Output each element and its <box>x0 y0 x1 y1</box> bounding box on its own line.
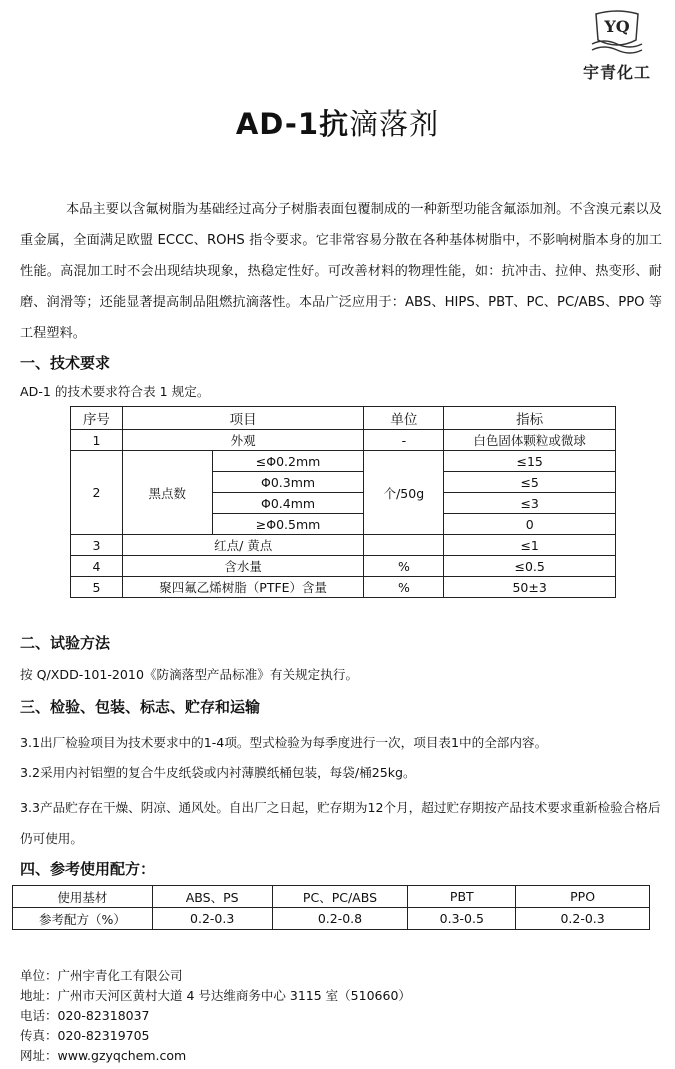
section-3-p3: 3.3产品贮存在干燥、阴凉、通风处。自出厂之日起，贮存期为12个月，超过贮存期按产品技术要求重新检验合格后仍可使用。 <box>20 800 661 846</box>
formula-cell: PPO <box>516 886 650 908</box>
header-unit: 单位 <box>364 407 444 430</box>
contact-address <box>20 986 411 1006</box>
row-no: 3 <box>71 535 123 556</box>
logo-wave-icon <box>582 10 652 60</box>
row-item: 红点/ 黄点 <box>122 535 364 556</box>
row-unit: - <box>364 430 444 451</box>
row-value: 0 <box>444 514 616 535</box>
row-value: ≤0.5 <box>444 556 616 577</box>
title-bold: 抗 <box>319 107 350 141</box>
contact-label: 电话： <box>20 1008 58 1023</box>
section-3-p2: 3.2采用内衬铝塑的复合牛皮纸袋或内衬薄膜纸桶包装，每袋/桶25kg。 <box>20 765 416 780</box>
row-unit: % <box>364 556 444 577</box>
row-value: 白色固体颗粒或微球 <box>444 430 616 451</box>
row-unit: 个/50g <box>364 451 444 535</box>
company-logo <box>574 10 660 80</box>
website-link[interactable]: www.gzyqchem.com <box>57 1048 187 1063</box>
table-row <box>71 535 616 556</box>
contact-label: 传真： <box>20 1028 58 1043</box>
row-item: 外观 <box>122 430 364 451</box>
contact-label: 单位： <box>20 968 58 983</box>
formula-cell: 使用基材 <box>13 886 153 908</box>
contact-value: 广州宇青化工有限公司 <box>57 968 183 983</box>
spec-header-row <box>71 407 616 430</box>
row-no: 2 <box>71 451 123 535</box>
row-sub-spec: ≤Φ0.2mm <box>212 451 364 472</box>
row-item: 聚四氟乙烯树脂（PTFE）含量 <box>122 577 364 598</box>
test-method-text: 按 Q/XDD-101-2010《防滴落型产品标准》有关规定执行。 <box>20 667 359 682</box>
spec-note: AD-1 的技术要求符合表 1 规定。 <box>20 384 210 399</box>
section-1-heading: 一、技术要求 <box>20 354 111 372</box>
contact-value: 020-82318037 <box>57 1008 150 1023</box>
table-row <box>71 430 616 451</box>
row-value: ≤5 <box>444 472 616 493</box>
section-3-p1: 3.1出厂检验项目为技术要求中的1-4项。型式检验为每季度进行一次，项目表1中的全部内容。 <box>20 735 548 750</box>
row-no: 5 <box>71 577 123 598</box>
contact-value: 广州市天河区黄村大道 4 号达维商务中心 3115 室（510660） <box>57 988 411 1003</box>
row-sub-spec: Φ0.4mm <box>212 493 364 514</box>
formula-cell: 0.2-0.3 <box>516 908 650 930</box>
header-item: 项目 <box>122 407 364 430</box>
row-no: 4 <box>71 556 123 577</box>
formula-cell: 0.3-0.5 <box>408 908 516 930</box>
table-row <box>71 556 616 577</box>
spec-table <box>70 406 616 598</box>
formula-cell: 0.2-0.8 <box>272 908 408 930</box>
contact-unit <box>20 966 411 986</box>
contact-website <box>20 1046 411 1066</box>
formula-cell: PC、PC/ABS <box>272 886 408 908</box>
logo-mark: YQ <box>604 17 630 36</box>
header-no: 序号 <box>71 407 123 430</box>
contact-fax <box>20 1026 411 1046</box>
contact-label: 地址： <box>20 988 58 1003</box>
formula-cell: 0.2-0.3 <box>152 908 272 930</box>
row-value: ≤15 <box>444 451 616 472</box>
title-rest: 滴落剂 <box>349 107 440 141</box>
row-item: 含水量 <box>122 556 364 577</box>
title-code: AD-1 <box>235 107 320 141</box>
row-value: ≤3 <box>444 493 616 514</box>
formula-cell: 参考配方（%） <box>13 908 153 930</box>
contact-value: 020-82319705 <box>57 1028 150 1043</box>
row-sub-spec: Φ0.3mm <box>212 472 364 493</box>
header-value: 指标 <box>444 407 616 430</box>
formula-value-row <box>13 908 650 930</box>
contact-info <box>20 966 411 1066</box>
formula-table <box>12 885 650 930</box>
formula-cell: PBT <box>408 886 516 908</box>
row-unit: % <box>364 577 444 598</box>
formula-header-row <box>13 886 650 908</box>
row-no: 1 <box>71 430 123 451</box>
table-row <box>71 577 616 598</box>
formula-cell: ABS、PS <box>152 886 272 908</box>
logo-company-name: 宇青化工 <box>582 63 651 82</box>
row-item: 黑点数 <box>122 451 212 535</box>
contact-phone <box>20 1006 411 1026</box>
contact-label: 网址： <box>20 1048 58 1063</box>
row-sub-spec: ≥Φ0.5mm <box>212 514 364 535</box>
section-2-heading: 二、试验方法 <box>20 634 111 652</box>
row-unit <box>364 535 444 556</box>
intro-paragraph: 本品主要以含氟树脂为基础经过高分子树脂表面包覆制成的一种新型功能含氟添加剂。不含溴元素以及重金属，全面满足欧盟 ECCC、ROHS 指令要求。它非常容易分散在各种基体树脂中，不影响树脂本身的加工性能。高混加工时不会出现结块现象，热稳定性好。可改善材料的物理性能，如：抗冲击、拉伸、热变形、耐磨、润滑等；还能显著提高制品阻燃抗滴落性。本品广泛应用于：ABS、HIPS、PBT、PC、PC/ABS、PPO 等工程塑料。 <box>20 202 662 341</box>
section-3-heading: 三、检验、包装、标志、贮存和运输 <box>20 698 261 716</box>
section-4-heading: 四、参考使用配方： <box>20 860 156 878</box>
row-value: 50±3 <box>444 577 616 598</box>
page-title <box>0 102 675 143</box>
row-value: ≤1 <box>444 535 616 556</box>
table-row <box>71 451 616 472</box>
